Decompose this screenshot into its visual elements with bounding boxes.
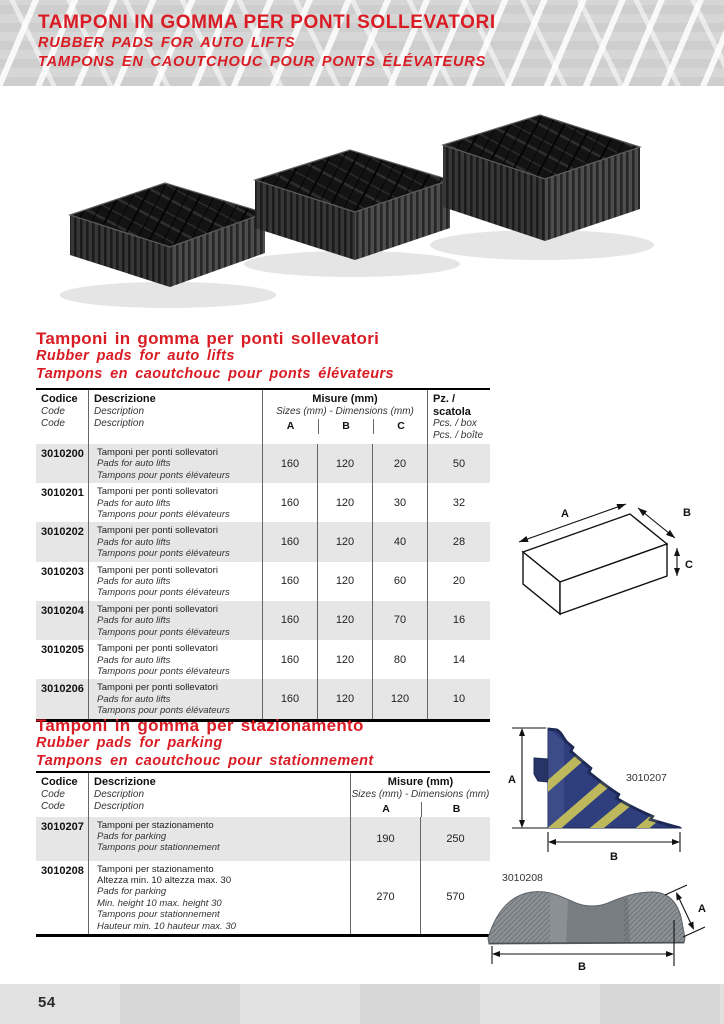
pcs-per-box-value: 50 (427, 444, 490, 483)
page-number: 54 (38, 994, 56, 1011)
description-line: Pads for auto lifts (97, 615, 171, 627)
product-code: 3010201 (41, 487, 84, 500)
parking-table-header (36, 773, 490, 817)
section-parking-title-fr: Tampons en caoutchouc pour stationnement (36, 752, 374, 769)
description-line: Tamponi per stazionamento (97, 863, 214, 875)
size-a-value: 270 (350, 861, 420, 934)
col-pcs-fr: Pcs. / boîte (433, 430, 484, 441)
product-description (88, 562, 262, 601)
description-line: Pads for parking (97, 886, 167, 898)
size-b-value: 120 (317, 522, 372, 561)
description-line: Tamponi per ponti sollevatori (97, 564, 218, 576)
page-header (0, 0, 724, 86)
rubber-pad-middle (255, 150, 450, 260)
page-subtitle-fr: TAMPONS EN CAOUTCHOUC POUR PONTS ÉLÉVATEURS (38, 54, 486, 70)
description-line: Pads for parking (97, 830, 167, 842)
description-line: Pads for auto lifts (97, 576, 171, 588)
size-b-value: 120 (317, 562, 372, 601)
lifts-table (36, 388, 490, 722)
rubber-pad-right (443, 115, 640, 241)
table-row (36, 817, 490, 861)
size-b-value: 120 (317, 444, 372, 483)
description-line: Tampons pour ponts élévateurs (97, 626, 230, 638)
product-code: 3010202 (41, 526, 84, 539)
dimension-label-b: B (610, 851, 618, 863)
col-header-pcs (427, 390, 490, 444)
section-parking-title (36, 716, 374, 770)
col-header-code (36, 390, 88, 444)
description-line: Tampons pour ponts élévateurs (97, 587, 230, 599)
size-a-value: 190 (350, 817, 420, 861)
description-line: Tampons pour stationnement (97, 842, 220, 854)
size-b-value: 120 (317, 601, 372, 640)
product-description (88, 601, 262, 640)
description-line: Tamponi per stazionamento (97, 819, 214, 831)
table-row (36, 861, 490, 934)
table-row (36, 679, 490, 718)
section-lifts-title-en: Rubber pads for auto lifts (36, 348, 235, 364)
description-line: Tamponi per ponti sollevatori (97, 486, 218, 498)
lifts-table-header (36, 390, 490, 444)
col-header-sizes (350, 773, 490, 817)
table-row (36, 444, 490, 483)
col-code-it: Codice (41, 776, 78, 788)
product-description (88, 483, 262, 522)
size-a-value: 160 (262, 679, 317, 718)
rubber-pad-left (70, 183, 265, 287)
description-line: Tampons pour ponts élévateurs (97, 705, 230, 717)
product-description (88, 679, 262, 718)
sizes-title: Misure (mm) (387, 776, 454, 788)
col-desc-it: Descrizione (94, 393, 156, 405)
description-line: Min. height 10 max. height 30 (97, 897, 222, 909)
col-desc-fr: Description (94, 417, 145, 429)
size-col-b: B (421, 802, 491, 817)
size-c-value: 80 (372, 640, 427, 679)
sizes-subtitle: Sizes (mm) - Dimensions (mm) (351, 788, 490, 800)
dimension-label-a: A (508, 774, 516, 786)
header-text-block (38, 12, 496, 72)
description-line: Hauteur min. 10 hauteur max. 30 (97, 920, 236, 932)
size-b-value: 570 (420, 861, 490, 934)
description-line: Pads for auto lifts (97, 654, 171, 666)
pcs-per-box-value: 32 (427, 483, 490, 522)
product-description (88, 640, 262, 679)
pad-dimensions-diagram (505, 492, 705, 624)
size-col-a: A (286, 419, 295, 432)
size-col-a: A (382, 802, 390, 815)
description-line: Pads for auto lifts (97, 693, 171, 705)
size-b-value: 120 (317, 483, 372, 522)
description-line: Tamponi per ponti sollevatori (97, 525, 218, 537)
dimension-label-a: A (698, 903, 706, 915)
size-c-value: 20 (372, 444, 427, 483)
parking-table (36, 771, 490, 937)
size-a-value: 160 (262, 601, 317, 640)
dimension-label-a: A (561, 508, 569, 520)
pcs-per-box-value: 16 (427, 601, 490, 640)
col-header-code (36, 773, 88, 817)
size-a-value: 160 (262, 444, 317, 483)
col-header-description (88, 773, 350, 817)
description-line: Tampons pour ponts élévateurs (97, 509, 230, 521)
page-footer (0, 984, 724, 1024)
table-row (36, 483, 490, 522)
section-parking-title-it: Tamponi in gomma per stazionamento (36, 716, 364, 735)
col-header-description (88, 390, 262, 444)
pcs-per-box-value: 10 (427, 679, 490, 718)
col-desc-it: Descrizione (94, 776, 156, 788)
col-pcs-en: Pcs. / box (433, 418, 477, 429)
sizes-abc-header (263, 419, 427, 434)
size-col-c: C (373, 419, 428, 434)
table-row (36, 522, 490, 561)
dimension-label-b: B (578, 961, 586, 973)
pcs-per-box-value: 20 (427, 562, 490, 601)
description-line: Tampons pour ponts élévateurs (97, 548, 230, 560)
description-line: Altezza min. 10 altezza max. 30 (97, 874, 232, 886)
table-row (36, 562, 490, 601)
product-code: 3010204 (41, 604, 84, 617)
description-line: Pads for auto lifts (97, 497, 171, 509)
description-line: Tampons pour ponts élévateurs (97, 469, 230, 481)
product-description (88, 522, 262, 561)
size-c-value: 30 (372, 483, 427, 522)
product-code: 3010205 (41, 644, 84, 657)
col-code-fr: Code (41, 800, 65, 812)
col-code-en: Code (41, 405, 65, 417)
size-a-value: 160 (262, 522, 317, 561)
sizes-subtitle: Sizes (mm) - Dimensions (mm) (276, 405, 414, 417)
pcs-per-box-value: 14 (427, 640, 490, 679)
product-description (88, 817, 350, 861)
size-b-value: 120 (317, 640, 372, 679)
table-row (36, 640, 490, 679)
sizes-title: Misure (mm) (312, 393, 378, 405)
description-line: Tamponi per ponti sollevatori (97, 603, 218, 615)
size-col-b: B (318, 419, 373, 434)
product-description (88, 861, 350, 934)
pad-product-code: 3010208 (502, 872, 543, 884)
product-code: 3010200 (41, 448, 84, 460)
col-desc-en: Description (94, 788, 145, 800)
section-lifts-title-it: Tamponi in gomma per ponti sollevatori (36, 329, 380, 348)
section-lifts-title (36, 329, 394, 383)
product-code: 3010207 (41, 820, 84, 833)
size-c-value: 120 (372, 679, 427, 718)
section-lifts-title-fr: Tampons en caoutchouc pour ponts élévateurs (36, 365, 394, 382)
col-code-en: Code (41, 788, 65, 800)
product-code: 3010208 (41, 864, 84, 877)
col-pcs-it: Pz. / scatola (433, 393, 471, 418)
col-code-fr: Code (41, 417, 65, 429)
wheel-chock-diagram (492, 700, 724, 872)
description-line: Tampons pour stationnement (97, 909, 220, 921)
size-b-value: 120 (317, 679, 372, 718)
page-title: TAMPONI IN GOMMA PER PONTI SOLLEVATORI (38, 12, 496, 33)
col-header-sizes (262, 390, 427, 444)
pcs-per-box-value: 28 (427, 522, 490, 561)
dimension-label-b: B (683, 507, 691, 519)
chock-product-code: 3010207 (626, 772, 667, 784)
col-desc-en: Description (94, 405, 145, 417)
product-code: 3010203 (41, 565, 84, 578)
page-subtitle-en: RUBBER PADS FOR AUTO LIFTS (38, 35, 296, 51)
parking-pad-diagram (478, 862, 724, 982)
size-c-value: 60 (372, 562, 427, 601)
product-code: 3010206 (41, 683, 84, 696)
table-row (36, 601, 490, 640)
description-line: Tampons pour ponts élévateurs (97, 665, 230, 677)
description-line: Tamponi per ponti sollevatori (97, 447, 218, 458)
section-parking-title-en: Rubber pads for parking (36, 735, 223, 751)
size-c-value: 70 (372, 601, 427, 640)
col-code-it: Codice (41, 393, 78, 405)
col-desc-fr: Description (94, 800, 145, 812)
size-a-value: 160 (262, 483, 317, 522)
description-line: Pads for auto lifts (97, 536, 171, 548)
product-photo-rubber-pads (50, 95, 670, 340)
description-line: Tamponi per ponti sollevatori (97, 682, 218, 694)
size-a-value: 160 (262, 640, 317, 679)
product-description (88, 444, 262, 483)
size-a-value: 160 (262, 562, 317, 601)
description-line: Pads for auto lifts (97, 458, 171, 470)
description-line: Tamponi per ponti sollevatori (97, 643, 218, 655)
sizes-ab-header (351, 802, 490, 817)
dimension-label-c: C (685, 559, 693, 571)
size-b-value: 250 (420, 817, 490, 861)
size-c-value: 40 (372, 522, 427, 561)
